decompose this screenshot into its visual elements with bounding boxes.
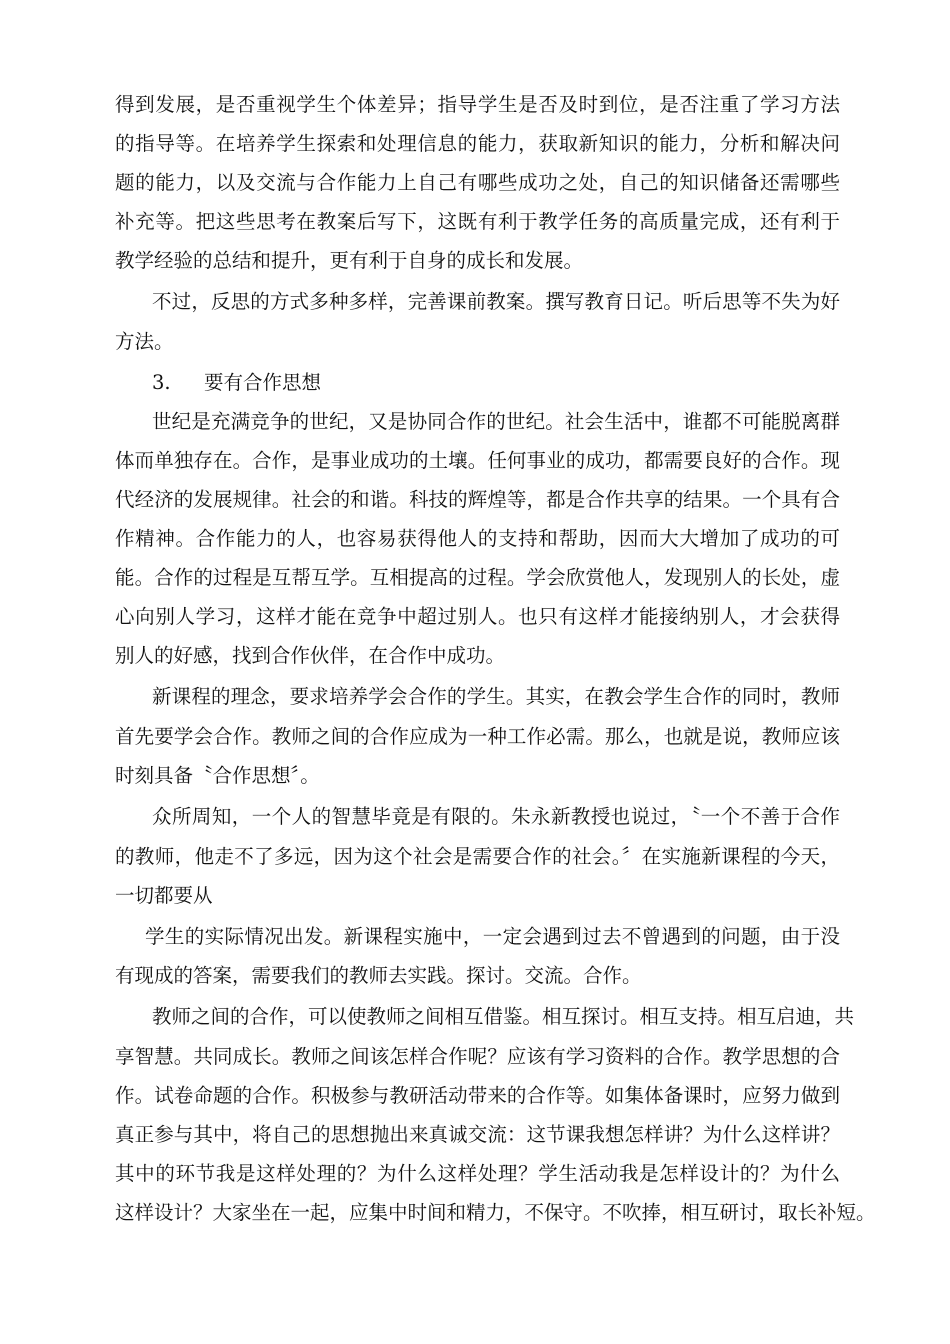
text-line: 得到发展，是否重视学生个体差异；指导学生是否及时到位，是否注重了学习方法 bbox=[115, 93, 840, 116]
text-line: 补充等。把这些思考在教案后写下，这既有利于教学任务的高质量完成，还有利于 bbox=[115, 210, 840, 233]
text-line: 有现成的答案，需要我们的教师去实践。探讨。交流。合作。 bbox=[115, 964, 642, 987]
text-line: 其中的环节我是这样处理的？为什么这样处理？学生活动我是怎样设计的？为什么 bbox=[115, 1162, 840, 1185]
text-line: 教师之间的合作，可以使教师之间相互借鉴。相互探讨。相互支持。相互启迪，共 bbox=[152, 1005, 855, 1028]
text-line: 不过，反思的方式多种多样，完善课前教案。撰写教育日记。听后思等不失为好 bbox=[152, 290, 840, 313]
text-line: 作精神。合作能力的人，也容易获得他人的支持和帮助，因而大大增加了成功的可 bbox=[115, 527, 840, 550]
section-heading bbox=[152, 371, 840, 395]
text-line: 体而单独存在。合作，是事业成功的土壤。任何事业的成功，都需要良好的合作。现 bbox=[115, 449, 840, 472]
text-line: 方法。 bbox=[115, 330, 174, 353]
text-line: 代经济的发展规律。社会的和谐。科技的辉煌等，都是合作共享的结果。一个具有合 bbox=[115, 488, 840, 511]
text-line: 世纪是充满竞争的世纪，又是协同合作的世纪。社会生活中，谁都不可能脱离群 bbox=[152, 410, 840, 433]
text-line: 这样设计？大家坐在一起，应集中时间和精力，不保守。不吹捧，相互研讨，取长补短。 bbox=[115, 1201, 876, 1224]
text-line: 首先要学会合作。教师之间的合作应成为一种工作必需。那么，也就是说，教师应该 bbox=[115, 725, 840, 748]
text-line: 题的能力，以及交流与合作能力上自己有哪些成功之处，自己的知识储备还需哪些 bbox=[115, 171, 840, 194]
text-line: 享智慧。共同成长。教师之间该怎样合作呢？应该有学习资料的合作。教学思想的合 bbox=[115, 1045, 840, 1068]
text-line: 教学经验的总结和提升，更有利于自身的成长和发展。 bbox=[115, 249, 584, 272]
text-line: 真正参与其中，将自己的思想抛出来真诚交流：这节课我想怎样讲？为什么这样讲？ bbox=[115, 1123, 840, 1146]
text-line: 作。试卷命题的合作。积极参与教研活动带来的合作等。如集体备课时，应努力做到 bbox=[115, 1084, 840, 1107]
text-line: 新课程的理念，要求培养学会合作的学生。其实，在教会学生合作的同时，教师 bbox=[152, 685, 840, 708]
text-line: 时刻具备〝合作思想〞。 bbox=[115, 764, 320, 787]
text-line: 学生的实际情况出发。新课程实施中，一定会遇到过去不曾遇到的问题，由于没 bbox=[145, 925, 840, 948]
text-line: 的教师，他走不了多远，因为这个社会是需要合作的社会。〞在实施新课程的今天， bbox=[115, 845, 840, 868]
text-line: 别人的好感，找到合作伙伴，在合作中成功。 bbox=[115, 644, 506, 667]
text-line: 一切都要从 bbox=[115, 884, 213, 907]
text-line: 心向别人学习，这样才能在竞争中超过别人。也只有这样才能接纳别人，才会获得 bbox=[115, 605, 840, 628]
section-title: 要有合作思想 bbox=[204, 371, 322, 394]
section-number: 3. bbox=[152, 371, 171, 394]
text-line: 的指导等。在培养学生探索和处理信息的能力，获取新知识的能力，分析和解决问 bbox=[115, 132, 840, 155]
text-line: 能。合作的过程是互帮互学。互相提高的过程。学会欣赏他人，发现别人的长处，虚 bbox=[115, 566, 840, 589]
text-line: 众所周知，一个人的智慧毕竟是有限的。朱永新教授也说过，〝一个不善于合作 bbox=[152, 805, 840, 828]
